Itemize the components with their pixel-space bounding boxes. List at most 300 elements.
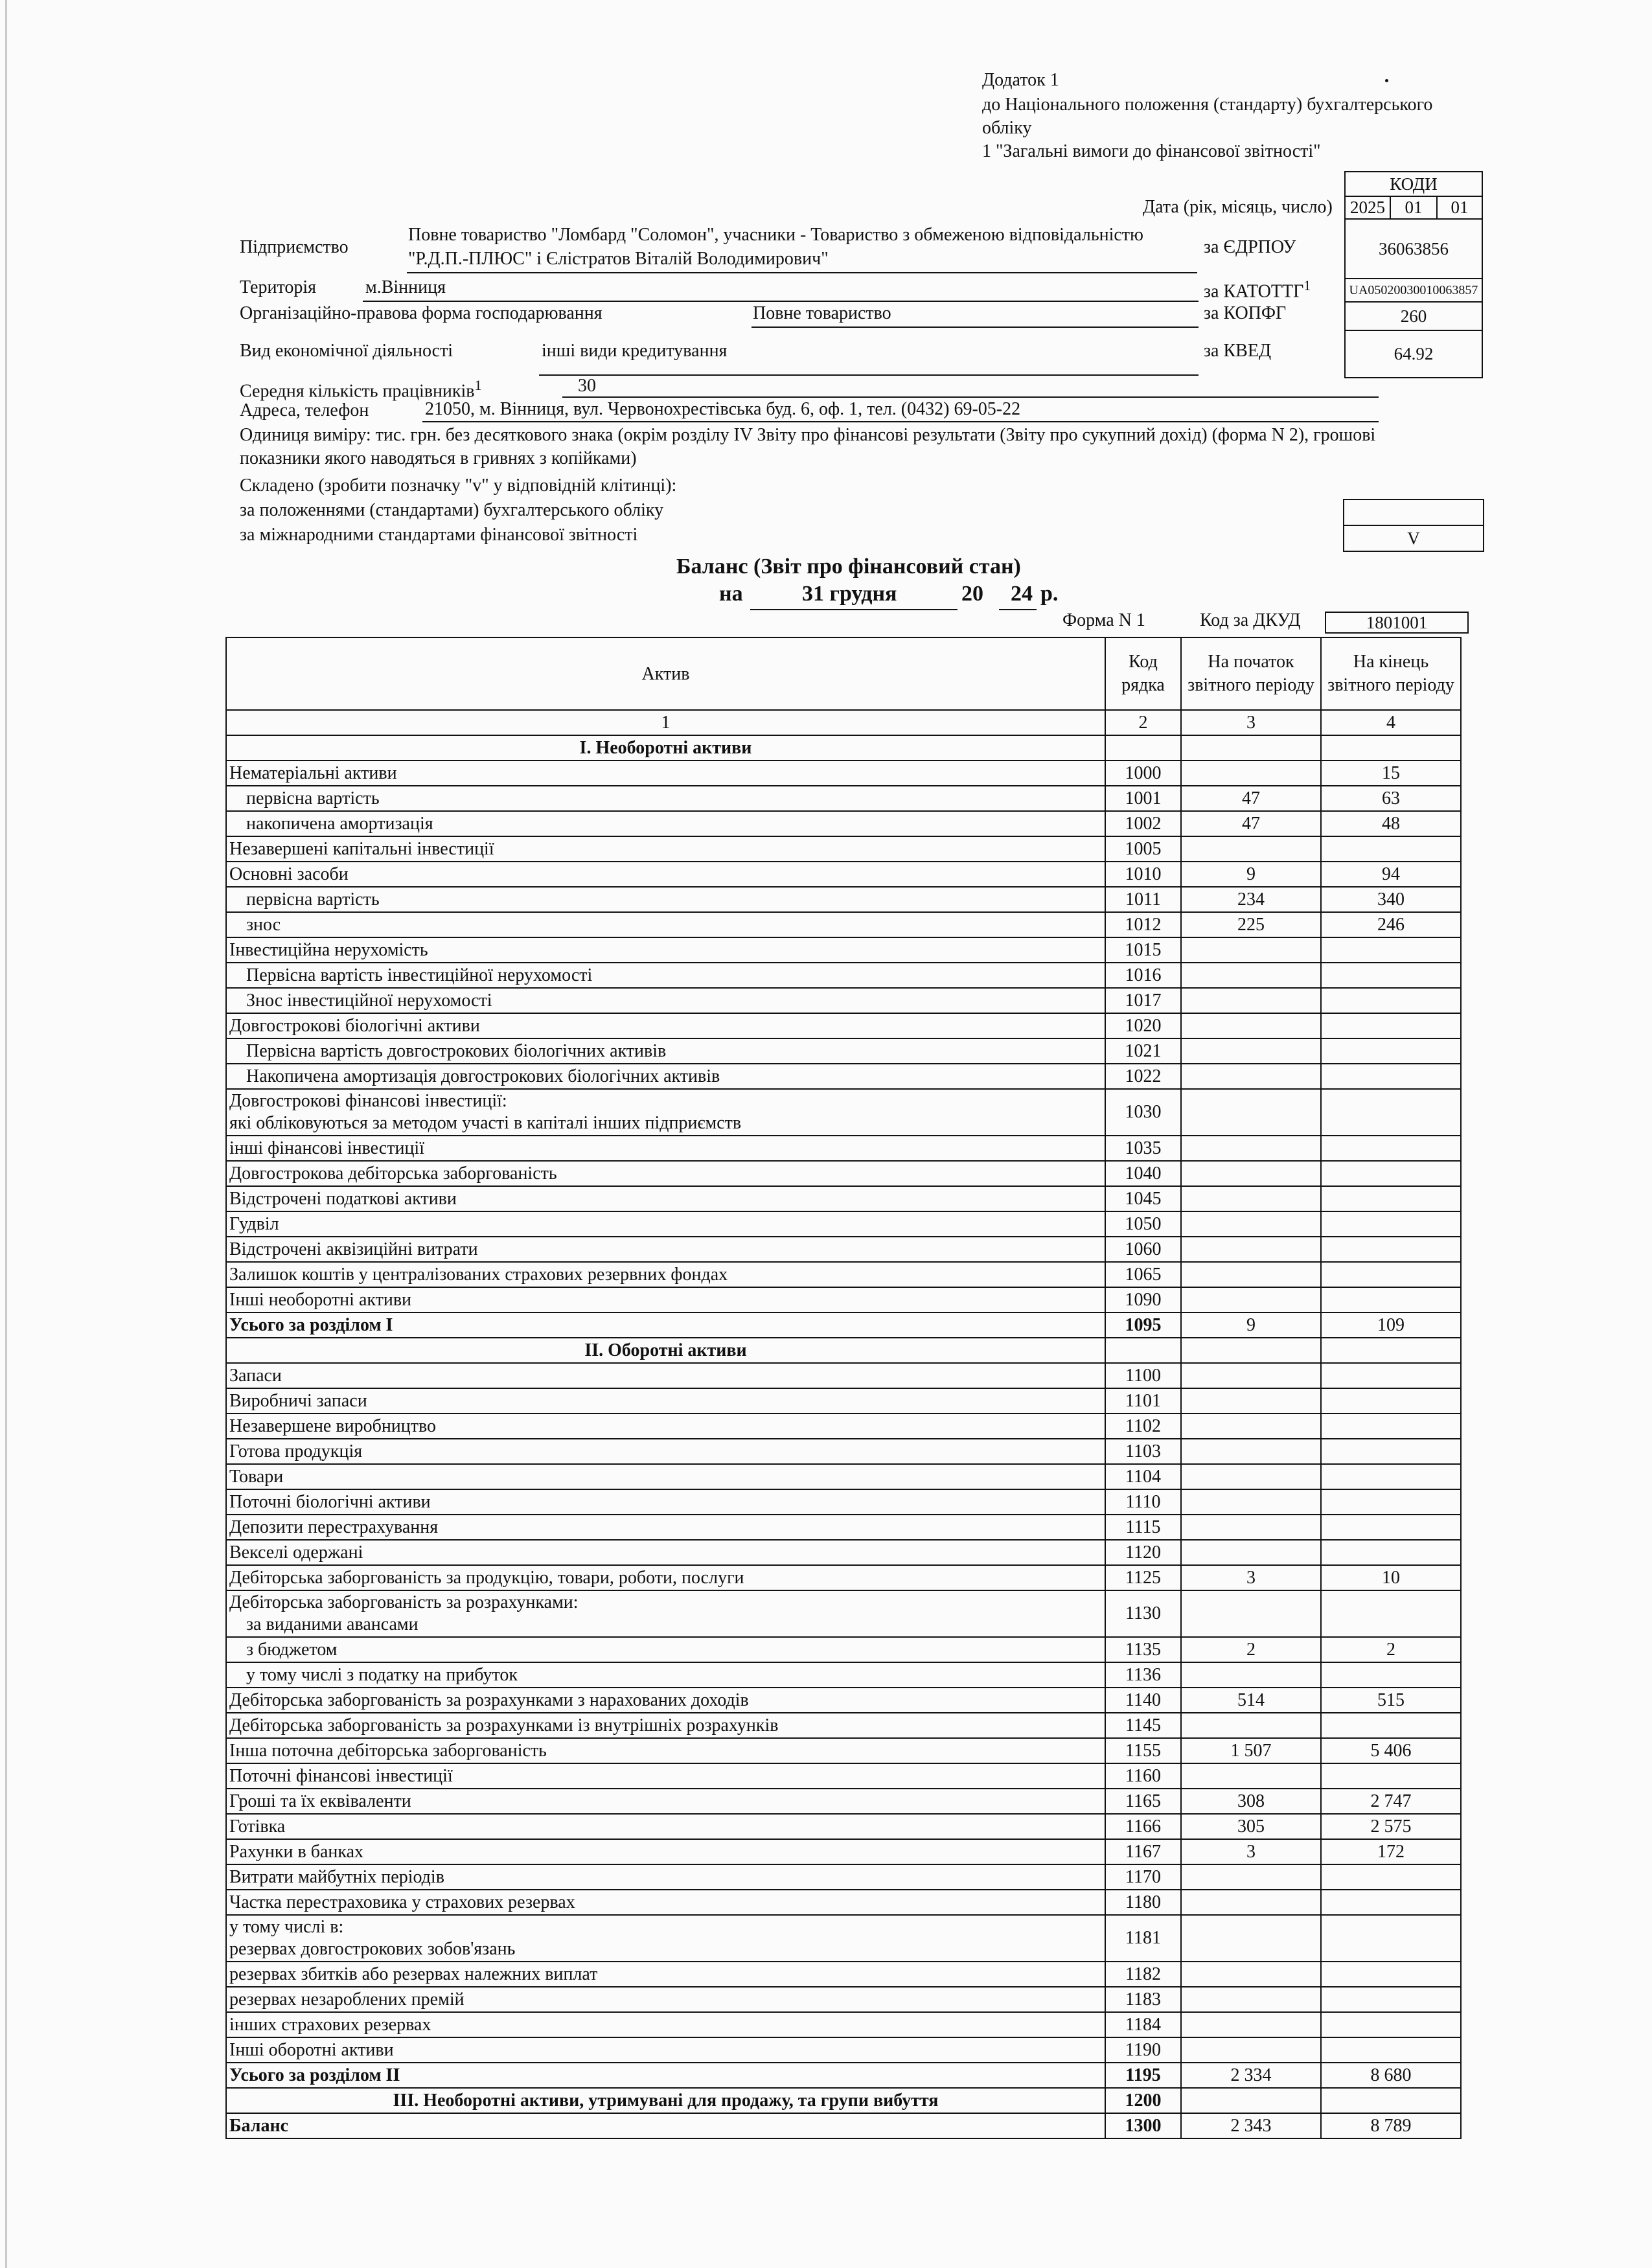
row-end-value — [1321, 1515, 1461, 1540]
row-begin-value — [1181, 761, 1321, 786]
table-row — [226, 811, 1461, 836]
row-begin-value — [1181, 1089, 1321, 1136]
scan-dot — [1385, 79, 1388, 82]
row-end-value: 8 680 — [1321, 2063, 1461, 2088]
legal-form-underline — [751, 326, 1199, 328]
report-date: 31 грудня — [802, 582, 897, 606]
table-row — [226, 1363, 1461, 1388]
row-label: Незавершені капітальні інвестиції — [226, 836, 1105, 862]
row-begin-value: 3 — [1181, 1565, 1321, 1590]
row-begin-value — [1181, 1464, 1321, 1489]
row-end-value: 340 — [1321, 887, 1461, 912]
row-end-value — [1321, 2012, 1461, 2037]
address-value: 21050, м. Вінниця, вул. Червонохрестівська буд. 6, оф. 1, тел. (0432) 69-05-22 — [425, 399, 1021, 419]
row-end-value — [1321, 1915, 1461, 1962]
row-begin-value: 2 334 — [1181, 2063, 1321, 2088]
kopfg-value: 260 — [1344, 301, 1483, 331]
row-end-value — [1321, 1662, 1461, 1688]
row-code: 1103 — [1105, 1439, 1181, 1464]
row-end-value — [1321, 1439, 1461, 1464]
row-label: Інша поточна дебіторська заборгованість — [226, 1738, 1105, 1763]
row-begin-value — [1181, 1540, 1321, 1565]
row-begin-value — [1181, 1439, 1321, 1464]
date-year: 2025 — [1344, 196, 1391, 220]
row-code: 1021 — [1105, 1038, 1181, 1064]
row-label — [226, 1590, 1105, 1637]
report-year-suffix: 24 — [1011, 582, 1033, 606]
row-begin-value: 9 — [1181, 1312, 1321, 1338]
row-end-value — [1321, 1136, 1461, 1161]
header-end: На кінець звітного періоду — [1321, 637, 1461, 710]
row-label: знос — [226, 912, 1105, 937]
row-end-value: 94 — [1321, 862, 1461, 887]
row-code: 1001 — [1105, 786, 1181, 811]
row-label-line-2: які обліковуються за методом участі в капіталі інших підприємств — [229, 1113, 742, 1133]
row-begin-value — [1181, 1763, 1321, 1789]
row-end-value — [1321, 1211, 1461, 1237]
row-begin-value — [1181, 1962, 1321, 1987]
row-label-line-2: резервах довгострокових зобов'язань — [229, 1939, 516, 1959]
national-standards-checkbox[interactable] — [1343, 499, 1484, 526]
table-row — [226, 1713, 1461, 1738]
row-code: 1183 — [1105, 1987, 1181, 2012]
kved-label: за КВЕД — [1204, 341, 1272, 361]
row-end-value: 63 — [1321, 786, 1461, 811]
row-code: 1140 — [1105, 1688, 1181, 1713]
balance-table — [225, 637, 1462, 2139]
row-end-value — [1321, 937, 1461, 963]
row-label: накопичена амортизація — [226, 811, 1105, 836]
table-row — [226, 1688, 1461, 1713]
row-code: 1010 — [1105, 862, 1181, 887]
activity-underline — [539, 374, 1199, 376]
row-code: 1035 — [1105, 1136, 1181, 1161]
table-row — [226, 1962, 1461, 1987]
col-number-4: 4 — [1321, 710, 1461, 735]
row-label: Нематеріальні активи — [226, 761, 1105, 786]
row-code: 1130 — [1105, 1590, 1181, 1637]
row-label-line-1: Дебіторська заборгованість за розрахунками: — [229, 1592, 579, 1612]
dkud-value: 1801001 — [1325, 612, 1469, 634]
row-code: 1000 — [1105, 761, 1181, 786]
row-begin-value: 234 — [1181, 887, 1321, 912]
table-row — [226, 1312, 1461, 1338]
row-end-value: 15 — [1321, 761, 1461, 786]
row-end-value — [1321, 1013, 1461, 1038]
table-row — [226, 937, 1461, 963]
address-label: Адреса, телефон — [240, 400, 369, 420]
row-label: Усього за розділом II — [226, 2063, 1105, 2088]
row-end-value — [1321, 1864, 1461, 1890]
row-begin-value — [1181, 1363, 1321, 1388]
row-label: Дебіторська заборгованість за продукцію, товари, роботи, послуги — [226, 1565, 1105, 1590]
table-row — [226, 1987, 1461, 2012]
table-row — [226, 1915, 1461, 1962]
row-begin-value — [1181, 1713, 1321, 1738]
table-row — [226, 1662, 1461, 1688]
table-row — [226, 761, 1461, 786]
row-code: 1180 — [1105, 1890, 1181, 1915]
header-begin: На початок звітного періоду — [1181, 637, 1321, 710]
row-label: Первісна вартість інвестиційної нерухомості — [226, 963, 1105, 988]
header-code: Код рядка — [1105, 637, 1181, 710]
row-label: резервах незароблених премій — [226, 1987, 1105, 2012]
row-label: Баланс — [226, 2113, 1105, 2138]
employees-value: 30 — [578, 376, 596, 396]
row-end-value — [1321, 1388, 1461, 1414]
table-row — [226, 1540, 1461, 1565]
compiled-label: Складено (зробити позначку "v" у відповідній клітинці): — [240, 475, 677, 496]
form-label: Форма N 1 — [1062, 610, 1145, 630]
empty-cell — [1181, 735, 1321, 761]
row-label — [226, 1915, 1105, 1962]
row-begin-value — [1181, 963, 1321, 988]
empty-cell — [1321, 735, 1461, 761]
row-code: 1125 — [1105, 1565, 1181, 1590]
scan-edge — [5, 0, 7, 2268]
row-end-value — [1321, 1287, 1461, 1312]
row-end-value: 5 406 — [1321, 1738, 1461, 1763]
appendix-line-4: 1 "Загальні вимоги до фінансової звітності" — [982, 141, 1321, 161]
col-number-3: 3 — [1181, 710, 1321, 735]
enterprise-name-line-2: "Р.Д.П.-ПЛЮС" і Єлістратов Віталій Володимирович" — [408, 249, 829, 269]
row-label: Довгострокові біологічні активи — [226, 1013, 1105, 1038]
table-row — [226, 1738, 1461, 1763]
unit-line-1: Одиниця виміру: тис. грн. без десяткового знака (окрім розділу IV Звіту про фінансові результати (Звіту про сукупний дохід) (форма N 2), грошові — [240, 425, 1376, 445]
row-code: 1015 — [1105, 937, 1181, 963]
row-code: 1050 — [1105, 1211, 1181, 1237]
row-label: Дебіторська заборгованість за розрахунками з нарахованих доходів — [226, 1688, 1105, 1713]
report-year-underline — [999, 609, 1037, 610]
col-number-2: 2 — [1105, 710, 1181, 735]
row-end-value — [1321, 1489, 1461, 1515]
national-standards-label: за положеннями (стандартами) бухгалтерського обліку — [240, 500, 664, 520]
table-row — [226, 1013, 1461, 1038]
row-end-value: 2 575 — [1321, 1814, 1461, 1839]
row-begin-value — [1181, 2037, 1321, 2063]
row-label: Рахунки в банках — [226, 1839, 1105, 1864]
enterprise-label: Підприємство — [240, 237, 349, 257]
row-label: Дебіторська заборгованість за розрахунками із внутрішніх розрахунків — [226, 1713, 1105, 1738]
row-code: 1065 — [1105, 1262, 1181, 1287]
dkud-label: Код за ДКУД — [1200, 610, 1301, 630]
territory-value: м.Вінниця — [365, 277, 446, 297]
row-code: 1016 — [1105, 963, 1181, 988]
employees-label: Середня кількість працівників$^1$ — [240, 377, 482, 402]
katottg-label: за КАТОТТГ$^1$ — [1204, 277, 1311, 302]
row-end-value — [1321, 1590, 1461, 1637]
table-row — [226, 963, 1461, 988]
legal-form-label: Організаційно-правова форма господарювання — [240, 303, 602, 323]
table-row — [226, 735, 1461, 761]
row-begin-value — [1181, 1864, 1321, 1890]
row-end-value — [1321, 1038, 1461, 1064]
row-label: первісна вартість — [226, 887, 1105, 912]
row-code: 1165 — [1105, 1789, 1181, 1814]
row-end-value — [1321, 1713, 1461, 1738]
address-underline — [422, 421, 1379, 422]
row-end-value — [1321, 1464, 1461, 1489]
row-code: 1101 — [1105, 1388, 1181, 1414]
table-row — [226, 1287, 1461, 1312]
row-label: Основні засоби — [226, 862, 1105, 887]
territory-label: Територія — [240, 277, 316, 297]
row-begin-value — [1181, 1414, 1321, 1439]
table-row — [226, 2088, 1461, 2113]
international-standards-checkbox[interactable]: V — [1343, 525, 1484, 552]
row-label: Готівка — [226, 1814, 1105, 1839]
row-end-value — [1321, 1089, 1461, 1136]
row-label: Відстрочені аквізиційні витрати — [226, 1237, 1105, 1262]
row-label: Усього за розділом I — [226, 1312, 1105, 1338]
row-begin-value: 47 — [1181, 786, 1321, 811]
table-row — [226, 2063, 1461, 2088]
row-end-value: 246 — [1321, 912, 1461, 937]
row-end-value: 515 — [1321, 1688, 1461, 1713]
row-code: 1012 — [1105, 912, 1181, 937]
row-end-value — [1321, 1540, 1461, 1565]
legal-form-value: Повне товариство — [753, 303, 891, 323]
table-row — [226, 1565, 1461, 1590]
report-on-label: на — [719, 582, 743, 606]
report-title: Баланс (Звіт про фінансовий стан) — [676, 555, 1021, 578]
row-label: резервах збитків або резервах належних виплат — [226, 1962, 1105, 1987]
row-label: Інші необоротні активи — [226, 1287, 1105, 1312]
row-begin-value — [1181, 836, 1321, 862]
table-row — [226, 1186, 1461, 1211]
row-end-value: 2 — [1321, 1637, 1461, 1662]
table-row — [226, 1136, 1461, 1161]
row-begin-value: 308 — [1181, 1789, 1321, 1814]
row-begin-value: 305 — [1181, 1814, 1321, 1839]
table-row — [226, 1089, 1461, 1136]
row-code: 1002 — [1105, 811, 1181, 836]
table-row — [226, 1211, 1461, 1237]
table-row — [226, 1237, 1461, 1262]
row-end-value — [1321, 1987, 1461, 2012]
empty-cell — [1321, 1338, 1461, 1363]
row-end-value — [1321, 1363, 1461, 1388]
empty-cell — [1105, 1338, 1181, 1363]
table-row — [226, 887, 1461, 912]
row-code: 1120 — [1105, 1540, 1181, 1565]
row-begin-value — [1181, 1662, 1321, 1688]
row-code: 1017 — [1105, 988, 1181, 1013]
table-row — [226, 2113, 1461, 2138]
row-code: 1005 — [1105, 836, 1181, 862]
row-label: Товари — [226, 1464, 1105, 1489]
row-label: Поточні біологічні активи — [226, 1489, 1105, 1515]
table-row — [226, 836, 1461, 862]
row-label: Витрати майбутніх періодів — [226, 1864, 1105, 1890]
row-end-value — [1321, 1414, 1461, 1439]
kved-value: 64.92 — [1344, 330, 1483, 378]
row-begin-value: 1 507 — [1181, 1738, 1321, 1763]
section-heading: I. Необоротні активи — [226, 735, 1105, 761]
report-date-underline — [750, 609, 958, 610]
row-label: Знос інвестиційної нерухомості — [226, 988, 1105, 1013]
row-code: 1136 — [1105, 1662, 1181, 1688]
row-end-value: 48 — [1321, 811, 1461, 836]
row-begin-value — [1181, 1064, 1321, 1089]
row-label: Запаси — [226, 1363, 1105, 1388]
table-row — [226, 988, 1461, 1013]
appendix-line-3: обліку — [982, 118, 1032, 138]
row-end-value: 172 — [1321, 1839, 1461, 1864]
row-end-value: 10 — [1321, 1565, 1461, 1590]
row-label: Інші оборотні активи — [226, 2037, 1105, 2063]
table-row — [226, 1038, 1461, 1064]
row-end-value — [1321, 2088, 1461, 2113]
table-row — [226, 862, 1461, 887]
row-label: Векселі одержані — [226, 1540, 1105, 1565]
row-begin-value — [1181, 1136, 1321, 1161]
row-code: 1060 — [1105, 1237, 1181, 1262]
row-label: Виробничі запаси — [226, 1388, 1105, 1414]
table-row — [226, 1262, 1461, 1287]
row-begin-value: 2 343 — [1181, 2113, 1321, 2138]
table-row — [226, 1814, 1461, 1839]
table-row — [226, 912, 1461, 937]
row-code: 1045 — [1105, 1186, 1181, 1211]
table-row — [226, 1439, 1461, 1464]
edrpou-label: за ЄДРПОУ — [1204, 237, 1296, 257]
table-row — [226, 1789, 1461, 1814]
row-code: 1195 — [1105, 2063, 1181, 2088]
report-year-end: р. — [1040, 582, 1059, 606]
row-end-value — [1321, 1962, 1461, 1987]
kopfg-label: за КОПФГ — [1204, 303, 1287, 323]
section-heading: II. Оборотні активи — [226, 1338, 1105, 1363]
table-row — [226, 1064, 1461, 1089]
row-label: Незавершене виробництво — [226, 1414, 1105, 1439]
date-month: 01 — [1390, 196, 1438, 220]
row-label: Інвестиційна нерухомість — [226, 937, 1105, 963]
enterprise-underline — [407, 272, 1197, 273]
row-begin-value: 9 — [1181, 862, 1321, 887]
row-code: 1181 — [1105, 1915, 1181, 1962]
row-code: 1184 — [1105, 2012, 1181, 2037]
row-begin-value — [1181, 2088, 1321, 2113]
row-code: 1160 — [1105, 1763, 1181, 1789]
row-code: 1100 — [1105, 1363, 1181, 1388]
row-begin-value — [1181, 1489, 1321, 1515]
activity-label: Вид економічної діяльності — [240, 341, 453, 361]
row-label-line-1: Довгострокові фінансові інвестиції: — [229, 1091, 507, 1111]
row-end-value: 2 747 — [1321, 1789, 1461, 1814]
katottg-value: UA05020030010063857 — [1344, 278, 1483, 303]
codes-header: КОДИ — [1344, 171, 1483, 197]
row-begin-value — [1181, 1262, 1321, 1287]
row-label: Гроші та їх еквіваленти — [226, 1789, 1105, 1814]
row-end-value — [1321, 1186, 1461, 1211]
empty-cell — [1181, 1338, 1321, 1363]
header-asset: Актив — [226, 637, 1105, 710]
row-label: Гудвіл — [226, 1211, 1105, 1237]
row-code: 1135 — [1105, 1637, 1181, 1662]
table-row — [226, 1414, 1461, 1439]
row-end-value — [1321, 1237, 1461, 1262]
row-code: 1115 — [1105, 1515, 1181, 1540]
row-code: 1102 — [1105, 1414, 1181, 1439]
row-code: 1011 — [1105, 887, 1181, 912]
row-code: 1166 — [1105, 1814, 1181, 1839]
row-code: 1170 — [1105, 1864, 1181, 1890]
row-label-line-2: за виданими авансами — [246, 1614, 419, 1634]
row-label: Депозити перестрахування — [226, 1515, 1105, 1540]
row-begin-value — [1181, 2012, 1321, 2037]
row-begin-value — [1181, 988, 1321, 1013]
activity-value: інші види кредитування — [542, 341, 728, 361]
unit-line-2: показники якого наводяться в гривнях з копійками) — [240, 448, 637, 468]
row-label: Частка перестраховика у страхових резервах — [226, 1890, 1105, 1915]
row-end-value — [1321, 963, 1461, 988]
row-code: 1200 — [1105, 2088, 1181, 2113]
row-code: 1095 — [1105, 1312, 1181, 1338]
employees-underline — [562, 396, 1379, 398]
row-begin-value — [1181, 1987, 1321, 2012]
row-code: 1110 — [1105, 1489, 1181, 1515]
row-begin-value: 225 — [1181, 912, 1321, 937]
row-label — [226, 1089, 1105, 1136]
appendix-line-1: Додаток 1 — [982, 70, 1059, 90]
table-row — [226, 2012, 1461, 2037]
row-code: 1145 — [1105, 1713, 1181, 1738]
row-label: Залишок коштів у централізованих страхових резервних фондах — [226, 1262, 1105, 1287]
table-row — [226, 1515, 1461, 1540]
row-begin-value — [1181, 1186, 1321, 1211]
table-row — [226, 1763, 1461, 1789]
row-end-value — [1321, 836, 1461, 862]
table-row — [226, 1388, 1461, 1414]
row-code: 1030 — [1105, 1089, 1181, 1136]
row-code: 1182 — [1105, 1962, 1181, 1987]
table-row — [226, 1890, 1461, 1915]
row-begin-value: 3 — [1181, 1839, 1321, 1864]
row-begin-value — [1181, 1237, 1321, 1262]
balance-table-body — [226, 735, 1461, 2138]
row-label: у тому числі з податку на прибуток — [226, 1662, 1105, 1688]
row-begin-value — [1181, 937, 1321, 963]
row-begin-value — [1181, 1590, 1321, 1637]
row-end-value — [1321, 1763, 1461, 1789]
row-code: 1167 — [1105, 1839, 1181, 1864]
row-end-value — [1321, 1890, 1461, 1915]
table-row — [226, 1161, 1461, 1186]
row-begin-value — [1181, 1890, 1321, 1915]
row-label: Первісна вартість довгострокових біологічних активів — [226, 1038, 1105, 1064]
row-end-value — [1321, 1064, 1461, 1089]
row-begin-value — [1181, 1388, 1321, 1414]
date-label: Дата (рік, місяць, число) — [1143, 197, 1333, 217]
row-end-value: 109 — [1321, 1312, 1461, 1338]
row-label: Відстрочені податкові активи — [226, 1186, 1105, 1211]
row-label: з бюджетом — [226, 1637, 1105, 1662]
date-day: 01 — [1436, 196, 1483, 220]
row-begin-value — [1181, 1915, 1321, 1962]
row-label: III. Необоротні активи, утримувані для продажу, та групи вибуття — [226, 2088, 1105, 2113]
col-number-1: 1 — [226, 710, 1105, 735]
row-label: Готова продукція — [226, 1439, 1105, 1464]
row-begin-value — [1181, 1211, 1321, 1237]
row-label: Поточні фінансові інвестиції — [226, 1763, 1105, 1789]
row-label: первісна вартість — [226, 786, 1105, 811]
row-begin-value: 2 — [1181, 1637, 1321, 1662]
report-year-prefix: 20 — [961, 582, 983, 606]
row-code: 1040 — [1105, 1161, 1181, 1186]
empty-cell — [1105, 735, 1181, 761]
row-code: 1104 — [1105, 1464, 1181, 1489]
